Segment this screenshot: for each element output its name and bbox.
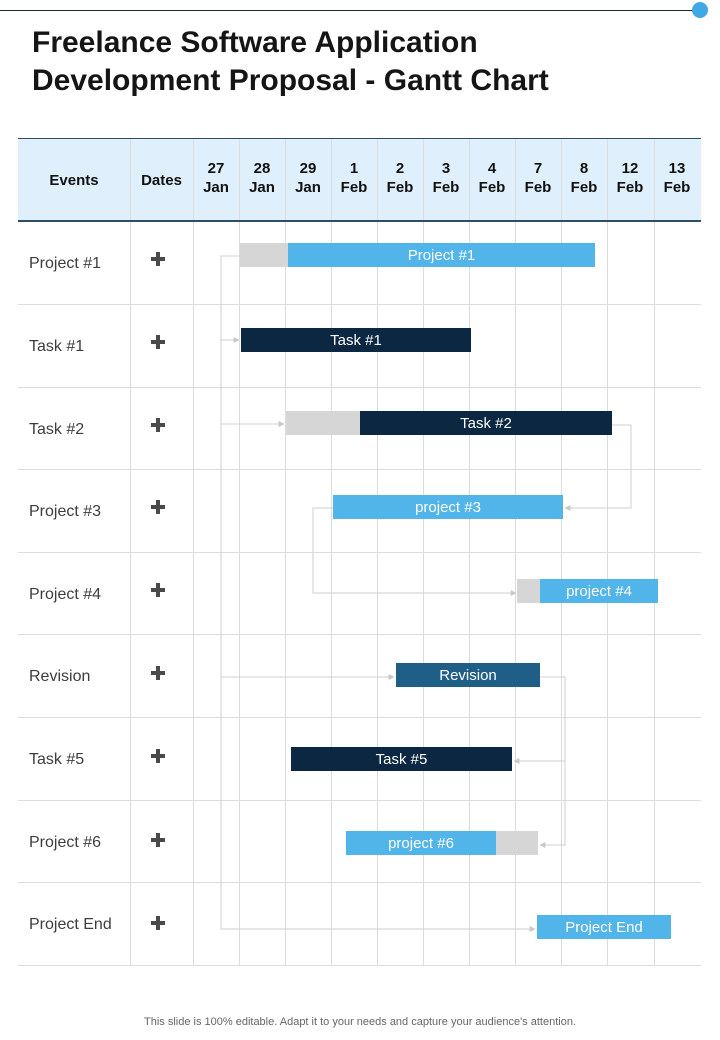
gantt-bar[interactable]: Project End (537, 915, 671, 939)
date-month: Feb (663, 179, 691, 196)
row-label: Project #4 (29, 586, 102, 603)
date-day: 13 (668, 160, 686, 177)
date-month: Feb (616, 179, 644, 196)
row-label: Project End (29, 916, 112, 933)
row-label: Project #3 (29, 503, 102, 520)
gantt-bar[interactable]: project #6 (346, 831, 496, 855)
events-column-header: Events (49, 171, 99, 189)
row-label: Project #6 (29, 834, 102, 851)
date-day: 4 (487, 160, 497, 177)
row-label: Task #5 (29, 751, 85, 768)
date-day: 29 (299, 160, 317, 177)
date-month: Feb (340, 179, 368, 196)
row-label: Task #2 (29, 421, 85, 438)
gantt-bar[interactable]: Task #2 (360, 411, 612, 435)
bar-slack (517, 579, 540, 603)
date-month: Feb (524, 179, 552, 196)
bar-slack (496, 831, 538, 855)
gantt-bar[interactable]: Task #1 (241, 328, 471, 352)
date-day: 27 (207, 160, 225, 177)
date-day: 8 (579, 160, 589, 177)
date-day: 28 (253, 160, 271, 177)
date-day: 2 (395, 160, 405, 177)
gantt-bar[interactable]: Task #5 (291, 747, 512, 771)
date-day: 1 (349, 160, 359, 177)
page-title: Freelance Software Application Development Proposal - Gantt Chart (32, 26, 549, 97)
date-month: Feb (570, 179, 598, 196)
gantt-bar[interactable]: Project #1 (288, 243, 595, 267)
bar-slack (240, 243, 288, 267)
date-month: Feb (386, 179, 414, 196)
row-label: Revision (29, 668, 91, 685)
date-month: Feb (432, 179, 460, 196)
date-month: Feb (478, 179, 506, 196)
date-month: Jan (249, 179, 275, 196)
gantt-bar[interactable]: project #4 (540, 579, 658, 603)
date-day: 12 (621, 160, 639, 177)
gantt-bar[interactable]: project #3 (333, 495, 563, 519)
dates-column-header: Dates (141, 171, 182, 189)
footer-note: This slide is 100% editable. Adapt it to your needs and capture your audience's attention. (144, 1016, 576, 1028)
date-month: Jan (295, 179, 321, 196)
date-month: Jan (203, 179, 229, 196)
connector-project3-to-project4 (313, 508, 516, 593)
date-day: 7 (533, 160, 543, 177)
connector-task2-to-project3 (565, 425, 631, 508)
date-day: 3 (441, 160, 451, 177)
row-label: Project #1 (29, 255, 102, 272)
row-label: Task #1 (29, 338, 85, 355)
gantt-bar[interactable]: Revision (396, 663, 540, 687)
bar-slack (286, 411, 360, 435)
